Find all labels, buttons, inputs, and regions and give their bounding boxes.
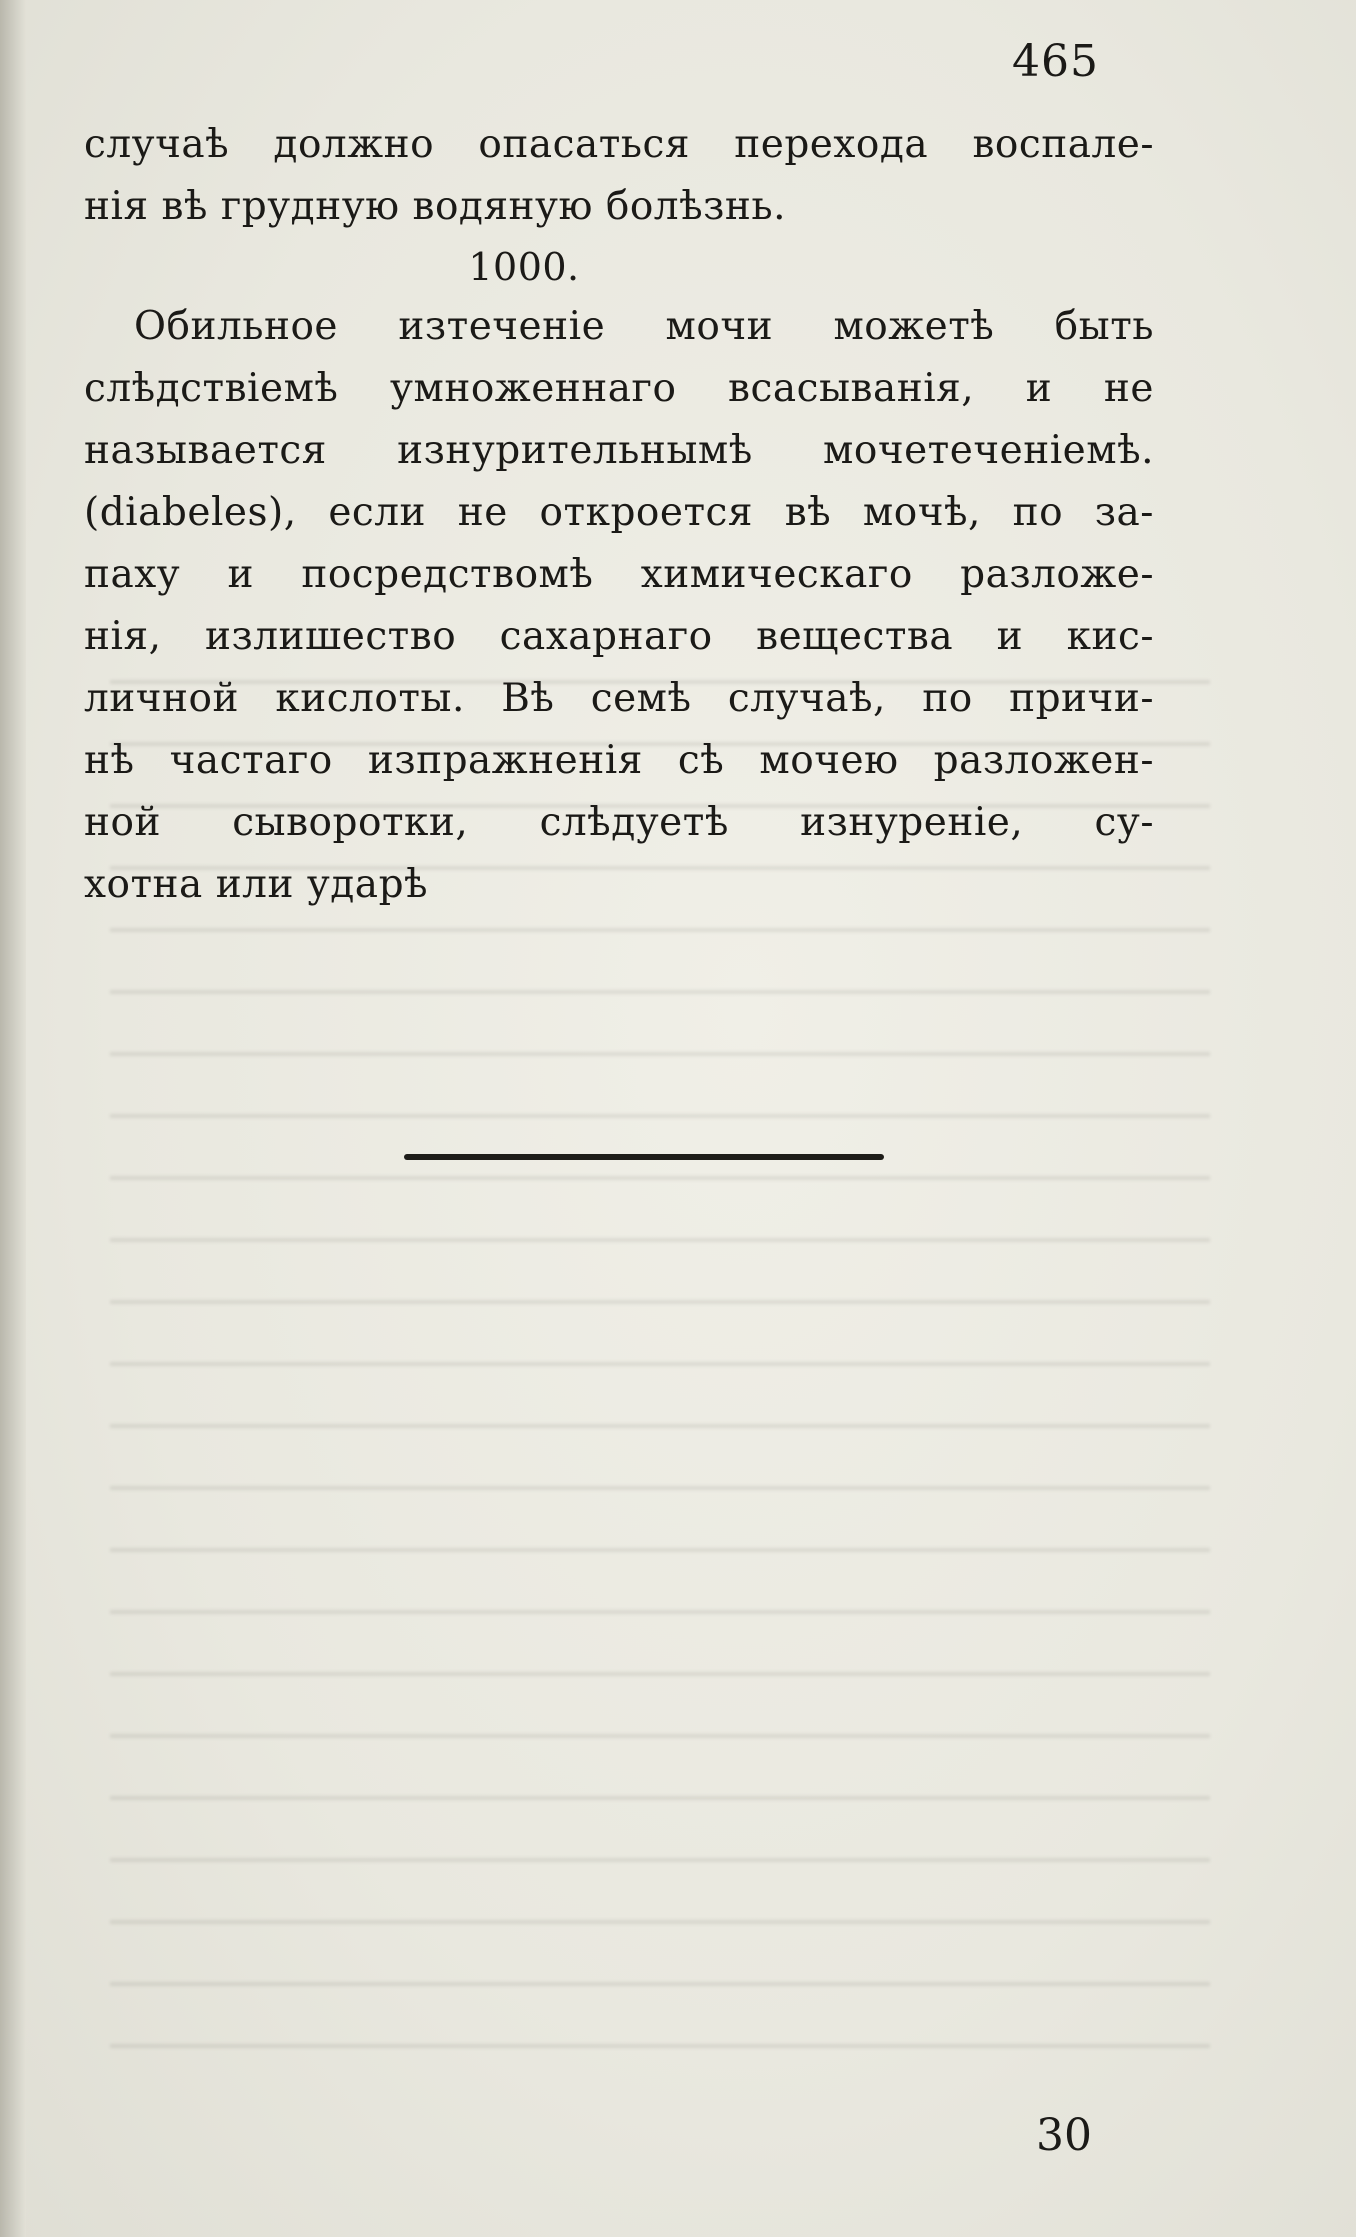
section-divider-rule [404, 1154, 884, 1160]
body-text [84, 114, 1184, 916]
text-line: Обильное изтеченіе мочи можетѣ быть [134, 304, 1154, 349]
signature-mark: 30 [1036, 2110, 1092, 2161]
text-line: нѣ частаго изпражненія сѣ мочею разложен- [84, 738, 1154, 783]
text-line: нія вѣ грудную водяную болѣзнь. [84, 184, 786, 229]
text-line: ной сыворотки, слѣдуетѣ изнуреніе, су- [84, 800, 1154, 845]
text-line: личной кислоты. Вѣ семѣ случаѣ, по причи- [84, 676, 1154, 721]
page-edge-shadow [0, 0, 26, 2237]
page-number: 465 [1012, 36, 1099, 87]
text-line: (diabeles), если не откроется вѣ мочѣ, по за- [84, 490, 1154, 535]
text-line: нія, излишество сахарнаго вещества и кис- [84, 614, 1154, 659]
text-line: слѣдствіемѣ умноженнаго всасыванія, и не [84, 366, 1154, 411]
text-line: паху и посредствомѣ химическаго разложе- [84, 552, 1154, 597]
text-line: хотна или ударѣ [84, 862, 429, 907]
section-number: 1000. [468, 245, 580, 289]
text-line: случаѣ должно опасаться перехода воспале- [84, 122, 1154, 167]
text-line: называется изнурительнымѣ мочетеченіемѣ. [84, 428, 1154, 473]
